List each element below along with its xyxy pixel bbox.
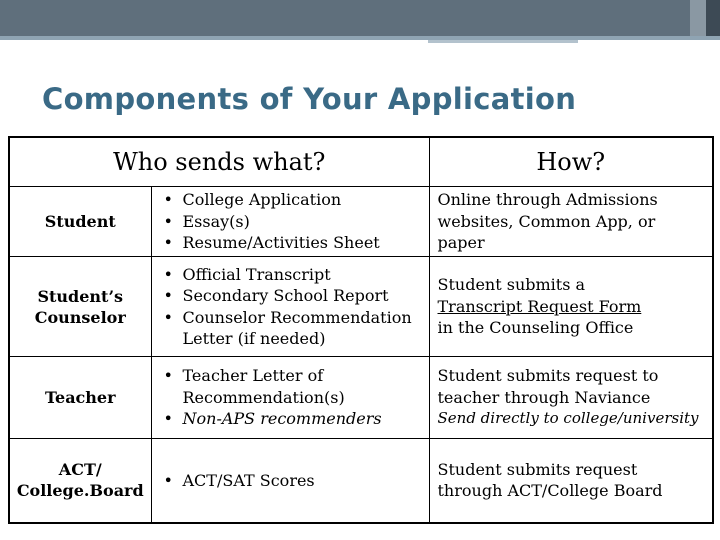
how-column-header: How? (429, 137, 713, 187)
table-header-row (9, 137, 713, 187)
top-decorative-bar (0, 0, 720, 36)
accent-tick (428, 40, 578, 43)
table-row-act (9, 439, 713, 523)
transcript-request-form-link[interactable]: Transcript Request Form (437, 296, 642, 316)
table-row-student (9, 187, 713, 257)
how-cell (429, 187, 713, 257)
how-cell (429, 439, 713, 523)
items-list (158, 470, 423, 492)
list-item: • Counselor Recommendation Letter (if needed) (158, 307, 423, 350)
top-bar-dark-block (706, 0, 720, 36)
top-bar-light-block (690, 0, 706, 36)
table-row-counselor (9, 257, 713, 357)
who-label: Teacher (44, 388, 116, 407)
application-components-table (8, 136, 714, 524)
list-item: • Non-APS recommenders (158, 408, 423, 430)
who-column-header: Who sends what? (9, 137, 429, 187)
who-cell (9, 257, 151, 357)
list-item: • Secondary School Report (158, 285, 423, 307)
who-cell (9, 187, 151, 257)
items-list (158, 189, 423, 254)
how-text: in the Counseling Office (437, 318, 634, 338)
who-label-line: Student’s (37, 286, 124, 306)
list-item: • ACT/SAT Scores (158, 470, 423, 492)
list-item: • Official Transcript (158, 264, 423, 286)
items-list (158, 365, 423, 430)
how-text: Online through Admissions websites, Common App, or paper (437, 190, 658, 253)
how-note: Send directly to college/university (437, 409, 699, 428)
who-cell (9, 439, 151, 523)
who-label-line: Counselor (34, 307, 126, 327)
items-cell (151, 357, 429, 439)
list-item: • Teacher Letter of Recommendation(s) (158, 365, 423, 408)
accent-line (0, 36, 720, 40)
who-label: Student (44, 212, 116, 231)
items-cell (151, 257, 429, 357)
items-cell (151, 187, 429, 257)
how-text: Student submits request to teacher through Naviance (437, 366, 659, 407)
items-list (158, 264, 423, 350)
list-item: • Resume/Activities Sheet (158, 232, 423, 254)
who-label-line: College.Board (16, 481, 144, 501)
how-cell (429, 257, 713, 357)
items-cell (151, 439, 429, 523)
who-label-line: ACT/ (58, 460, 102, 480)
how-text: Student submits request through ACT/College Board (437, 459, 663, 501)
who-cell (9, 357, 151, 439)
list-item: • Essay(s) (158, 211, 423, 233)
how-cell (429, 357, 713, 439)
how-text: Student submits a (437, 275, 586, 295)
slide-title: Components of Your Application (42, 82, 577, 116)
table-row-teacher (9, 357, 713, 439)
list-item: • College Application (158, 189, 423, 211)
